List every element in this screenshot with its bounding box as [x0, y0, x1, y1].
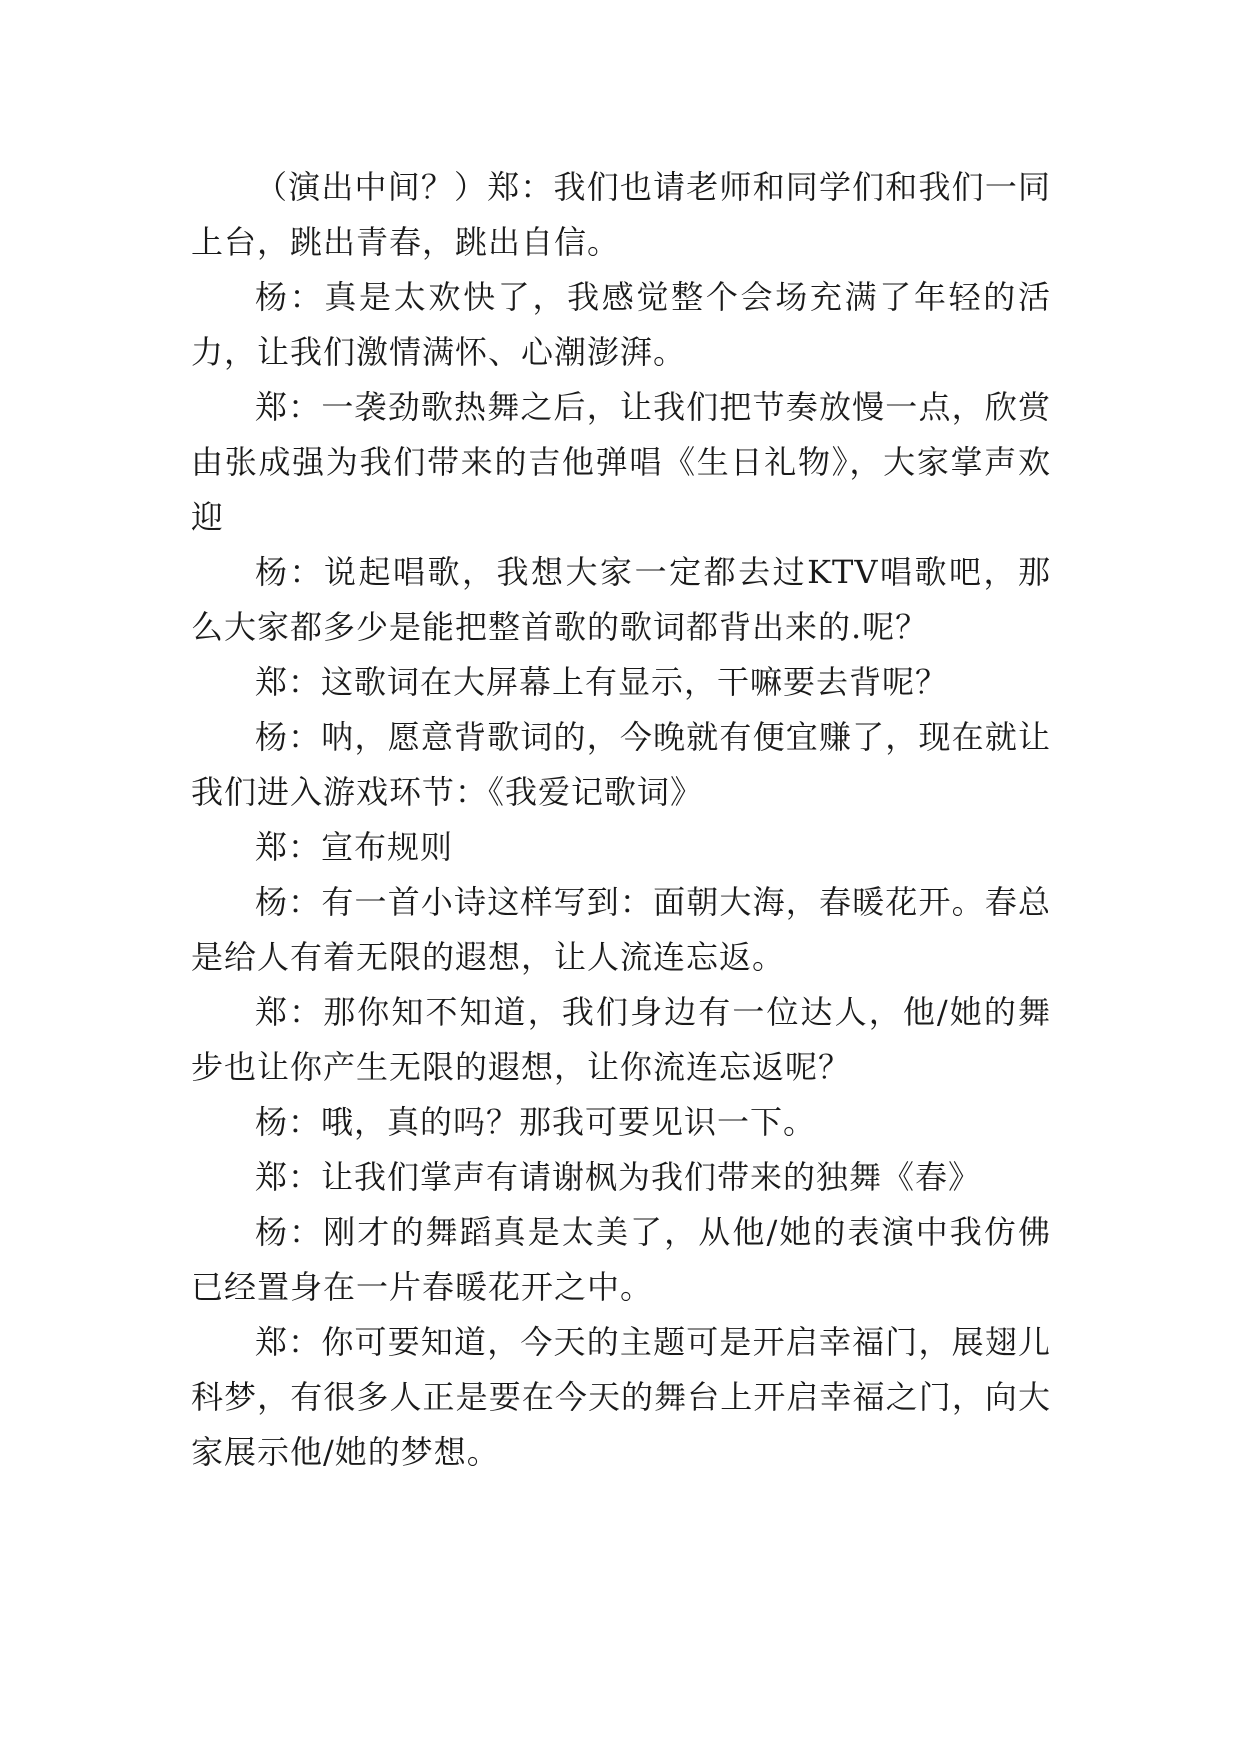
paragraph-10: 杨：哦，真的吗？那我可要见识一下。: [255, 1103, 817, 1141]
paragraph-1: （演出中间？）郑：我们也请老师和同学们和我们一同上台，跳出青春，跳出自信。: [191, 168, 1051, 261]
paragraph-11: 郑：让我们掌声有请谢枫为我们带来的独舞《春》: [255, 1158, 982, 1196]
paragraph-3: 郑：一袭劲歌热舞之后，让我们把节奏放慢一点，欣赏由张成强为我们带来的吉他弹唱《生日礼物》，大家掌声欢迎: [191, 388, 1051, 536]
paragraph-8: 杨：有一首小诗这样写到：面朝大海，春暖花开。春总是给人有着无限的遐想，让人流连忘返。: [191, 883, 1051, 976]
document-body: [191, 160, 1051, 1480]
paragraph-9: 郑：那你知不知道，我们身边有一位达人，他/她的舞步也让你产生无限的遐想，让你流连忘返呢？: [191, 993, 1051, 1086]
paragraph-12: 杨：刚才的舞蹈真是太美了，从他/她的表演中我仿佛已经置身在一片春暖花开之中。: [191, 1213, 1051, 1306]
paragraph-6: 杨：呐，愿意背歌词的，今晚就有便宜赚了，现在就让我们进入游戏环节：《我爱记歌词》: [191, 718, 1051, 811]
paragraph-2: 杨：真是太欢快了，我感觉整个会场充满了年轻的活力，让我们激情满怀、心潮澎湃。: [191, 278, 1051, 371]
paragraph-5: 郑：这歌词在大屏幕上有显示，干嘛要去背呢？: [255, 663, 949, 701]
paragraph-4: 杨：说起唱歌，我想大家一定都去过KTV唱歌吧，那么大家都多少是能把整首歌的歌词都背出来的.呢？: [191, 553, 1051, 646]
paragraph-7: 郑：宣布规则: [255, 828, 454, 866]
paragraph-13: 郑：你可要知道，今天的主题可是开启幸福门，展翅儿科梦，有很多人正是要在今天的舞台上开启幸福之门，向大家展示他/她的梦想。: [191, 1323, 1051, 1471]
